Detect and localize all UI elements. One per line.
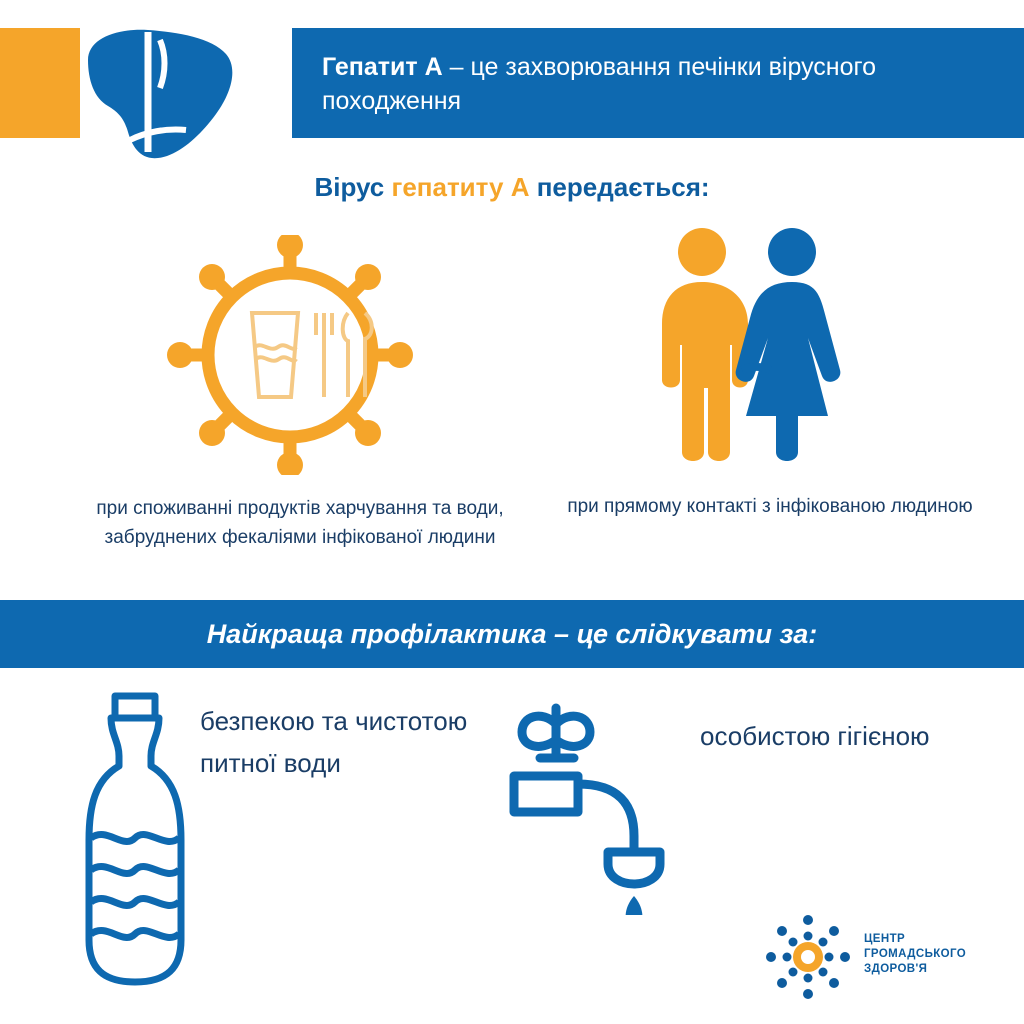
public-health-center-logo-icon [760, 912, 856, 1002]
prevention-banner-text: Найкраща профілактика – це слідкувати за: [206, 619, 818, 649]
logo-line-3: ЗДОРОВ'Я [864, 963, 928, 975]
transmission-item-food-caption: при споживанні продуктів харчування та води, забруднених фекаліями інфікованої людини [96, 498, 504, 548]
tap-water-drop-icon [500, 700, 690, 915]
liver-icon [60, 20, 240, 170]
prevention-item-hygiene-label: особистою гігієною [700, 721, 930, 751]
page-title [322, 50, 1012, 118]
water-bottle-icon [55, 690, 215, 990]
page-title-bold: Гепатит А [322, 53, 443, 81]
transmission-title-part1: Вірус [314, 172, 392, 202]
header [0, 28, 1024, 138]
transmission-item-food [40, 235, 540, 552]
transmission-item-contact [540, 220, 1000, 521]
logo-line-2: ГРОМАДСЬКОГО [864, 948, 967, 960]
transmission-item-contact-caption: при прямому контакті з інфікованою людиною [567, 496, 973, 517]
prevention-item-water-label: безпекою та чистотою питної води [200, 706, 468, 778]
logo-line-1: ЦЕНТР [864, 933, 906, 945]
header-banner [292, 28, 1024, 138]
two-people-icon [540, 220, 1000, 480]
transmission-title-accent: гепатиту А [391, 172, 530, 202]
prevention-banner [0, 600, 1024, 668]
logo-text [864, 932, 994, 977]
virus-food-water-icon [40, 235, 540, 480]
logo [760, 912, 990, 1002]
page-title-rest: – це захворювання печінки вірусного походження [322, 53, 876, 115]
transmission-title-part2: передається: [529, 172, 710, 202]
transmission-title [0, 172, 1024, 203]
